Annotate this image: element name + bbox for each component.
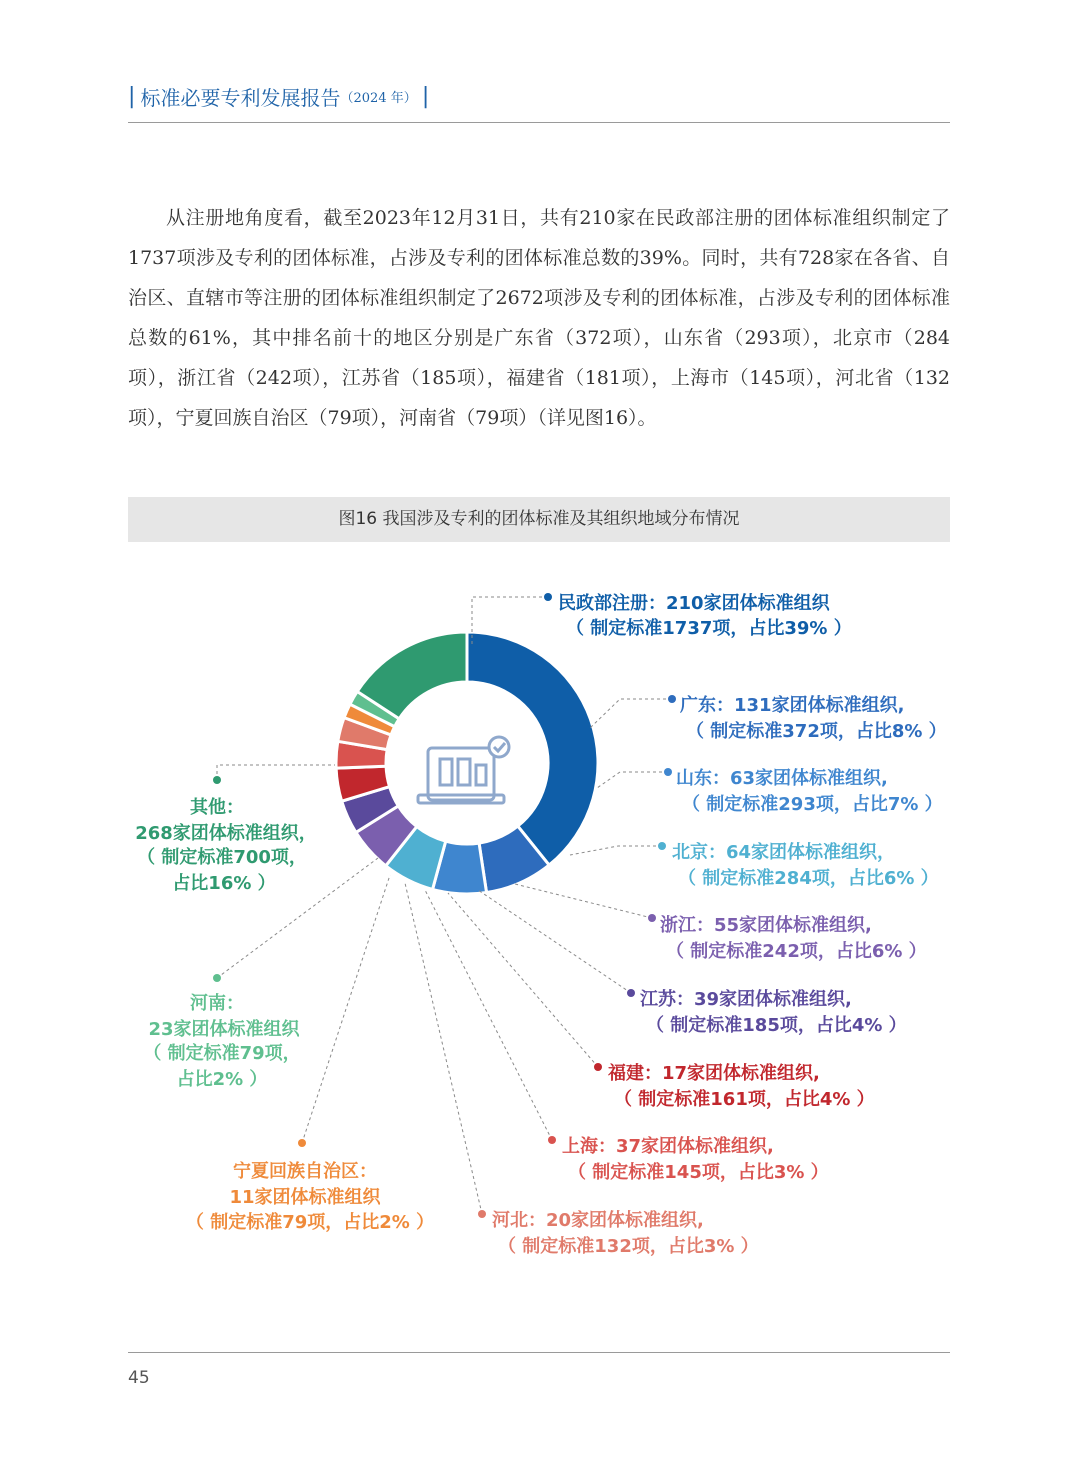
- slice-label-12-line-4: 占比16% ）: [172, 873, 276, 894]
- leader-line-5: [515, 884, 652, 918]
- page-header: [128, 82, 950, 123]
- leader-line-2: [590, 699, 672, 728]
- report-year: （2024 年）: [340, 91, 417, 106]
- standards-document-icon: [418, 737, 509, 803]
- slice-label-8-line-1: 上海：37家团体标准组织,: [562, 1136, 774, 1157]
- slice-label-1-line-1: 民政部注册：210家团体标准组织: [558, 593, 830, 614]
- slice-label-12-line-2: 268家团体标准组织，: [135, 823, 317, 844]
- slice-label-11-line-2: 23家团体标准组织: [148, 1019, 300, 1040]
- figure-caption: 图16 我国涉及专利的团体标准及其组织地域分布情况: [128, 497, 950, 542]
- slice-label-2-line-2: （ 制定标准372项，占比8% ）: [686, 721, 947, 742]
- donut-chart: [0, 550, 1080, 1270]
- slice-label-10-line-3: （ 制定标准79项，占比2% ）: [185, 1212, 435, 1233]
- label-dot-8: [548, 1136, 556, 1144]
- leader-line-4: [570, 846, 662, 855]
- donut-slices: [336, 632, 598, 894]
- slice-label-5-line-2: （ 制定标准242项，占比6% ）: [666, 941, 927, 962]
- slice-label-3-line-2: （ 制定标准293项，占比7% ）: [682, 794, 943, 815]
- report-title: 标准必要专利发展报告: [140, 86, 341, 110]
- label-dot-5: [648, 914, 656, 922]
- page-number: 45: [128, 1368, 150, 1388]
- slice-label-2-line-1: 广东：131家团体标准组织,: [680, 695, 905, 716]
- label-dot-12: [213, 776, 221, 784]
- slice-label-11-line-4: 占比2% ）: [176, 1069, 268, 1090]
- slice-label-1-line-2: （ 制定标准1737项，占比39% ）: [566, 618, 852, 639]
- leader-line-9: [405, 883, 482, 1214]
- header-right-bar: |: [421, 84, 430, 109]
- slice-label-6-line-2: （ 制定标准185项，占比4% ）: [646, 1015, 907, 1036]
- slice-label-9-line-2: （ 制定标准132项，占比3% ）: [498, 1236, 759, 1257]
- leader-line-6: [478, 890, 631, 993]
- slice-label-4-line-1: 北京：64家团体标准组织，: [672, 842, 896, 863]
- label-dot-10: [298, 1139, 306, 1147]
- slice-label-4-line-2: （ 制定标准284项，占比6% ）: [678, 868, 939, 889]
- slice-label-10-line-1: 宁夏回族自治区：: [233, 1161, 377, 1182]
- slice-label-9-line-1: 河北：20家团体标准组织,: [492, 1210, 704, 1231]
- leader-lines: [217, 597, 672, 1214]
- slice-label-5-line-1: 浙江：55家团体标准组织,: [660, 915, 872, 936]
- leader-line-10: [302, 875, 390, 1143]
- header-left-bar: |: [128, 84, 136, 109]
- slice-label-11-line-3: （ 制定标准79项，: [143, 1043, 301, 1064]
- label-dot-1: [544, 593, 552, 601]
- slice-label-12-line-1: 其他：: [190, 797, 244, 818]
- slice-label-11-line-1: 河南：: [190, 993, 244, 1014]
- label-dot-7: [594, 1063, 602, 1071]
- slice-label-8-line-2: （ 制定标准145项，占比3% ）: [568, 1162, 829, 1183]
- leader-line-7: [448, 893, 598, 1067]
- label-dot-9: [478, 1210, 486, 1218]
- leader-line-8: [425, 890, 552, 1140]
- slice-label-7-line-2: （ 制定标准161项，占比4% ）: [614, 1089, 875, 1110]
- label-dot-2: [668, 695, 676, 703]
- slice-label-10-line-2: 11家团体标准组织: [229, 1187, 381, 1208]
- label-dot-6: [627, 989, 635, 997]
- label-dot-4: [658, 842, 666, 850]
- slice-label-7-line-1: 福建：17家团体标准组织,: [608, 1063, 820, 1084]
- label-dot-11: [213, 974, 221, 982]
- body-paragraph: 从注册地角度看，截至2023年12月31日，共有210家在民政部注册的团体标准组织制定了1737项涉及专利的团体标准，占涉及专利的团体标准总数的39%。同时，共有728家在各省、自治区、直辖市等注册的团体标准组织制定了2672项涉及专利的团体标准，占涉及专利的团体标准总数的61%，其中排名前十的地区分别是广东省（372项），山东省（293项），北京市（284项），浙江省（242项），江苏省（185项），福建省（181项），上海市（145项），河北省（132项），宁夏回族自治区（79项），河南省（79项）（详见图16）。: [128, 207, 950, 429]
- slice-label-12-line-3: （ 制定标准700项，: [137, 847, 307, 868]
- leader-line-12: [217, 765, 335, 780]
- slice-label-6-line-1: 江苏：39家团体标准组织,: [640, 989, 852, 1010]
- label-dot-3: [664, 768, 672, 776]
- leader-line-3: [597, 772, 668, 788]
- slice-label-3-line-1: 山东：63家团体标准组织,: [676, 768, 888, 789]
- footer-rule: [128, 1352, 950, 1353]
